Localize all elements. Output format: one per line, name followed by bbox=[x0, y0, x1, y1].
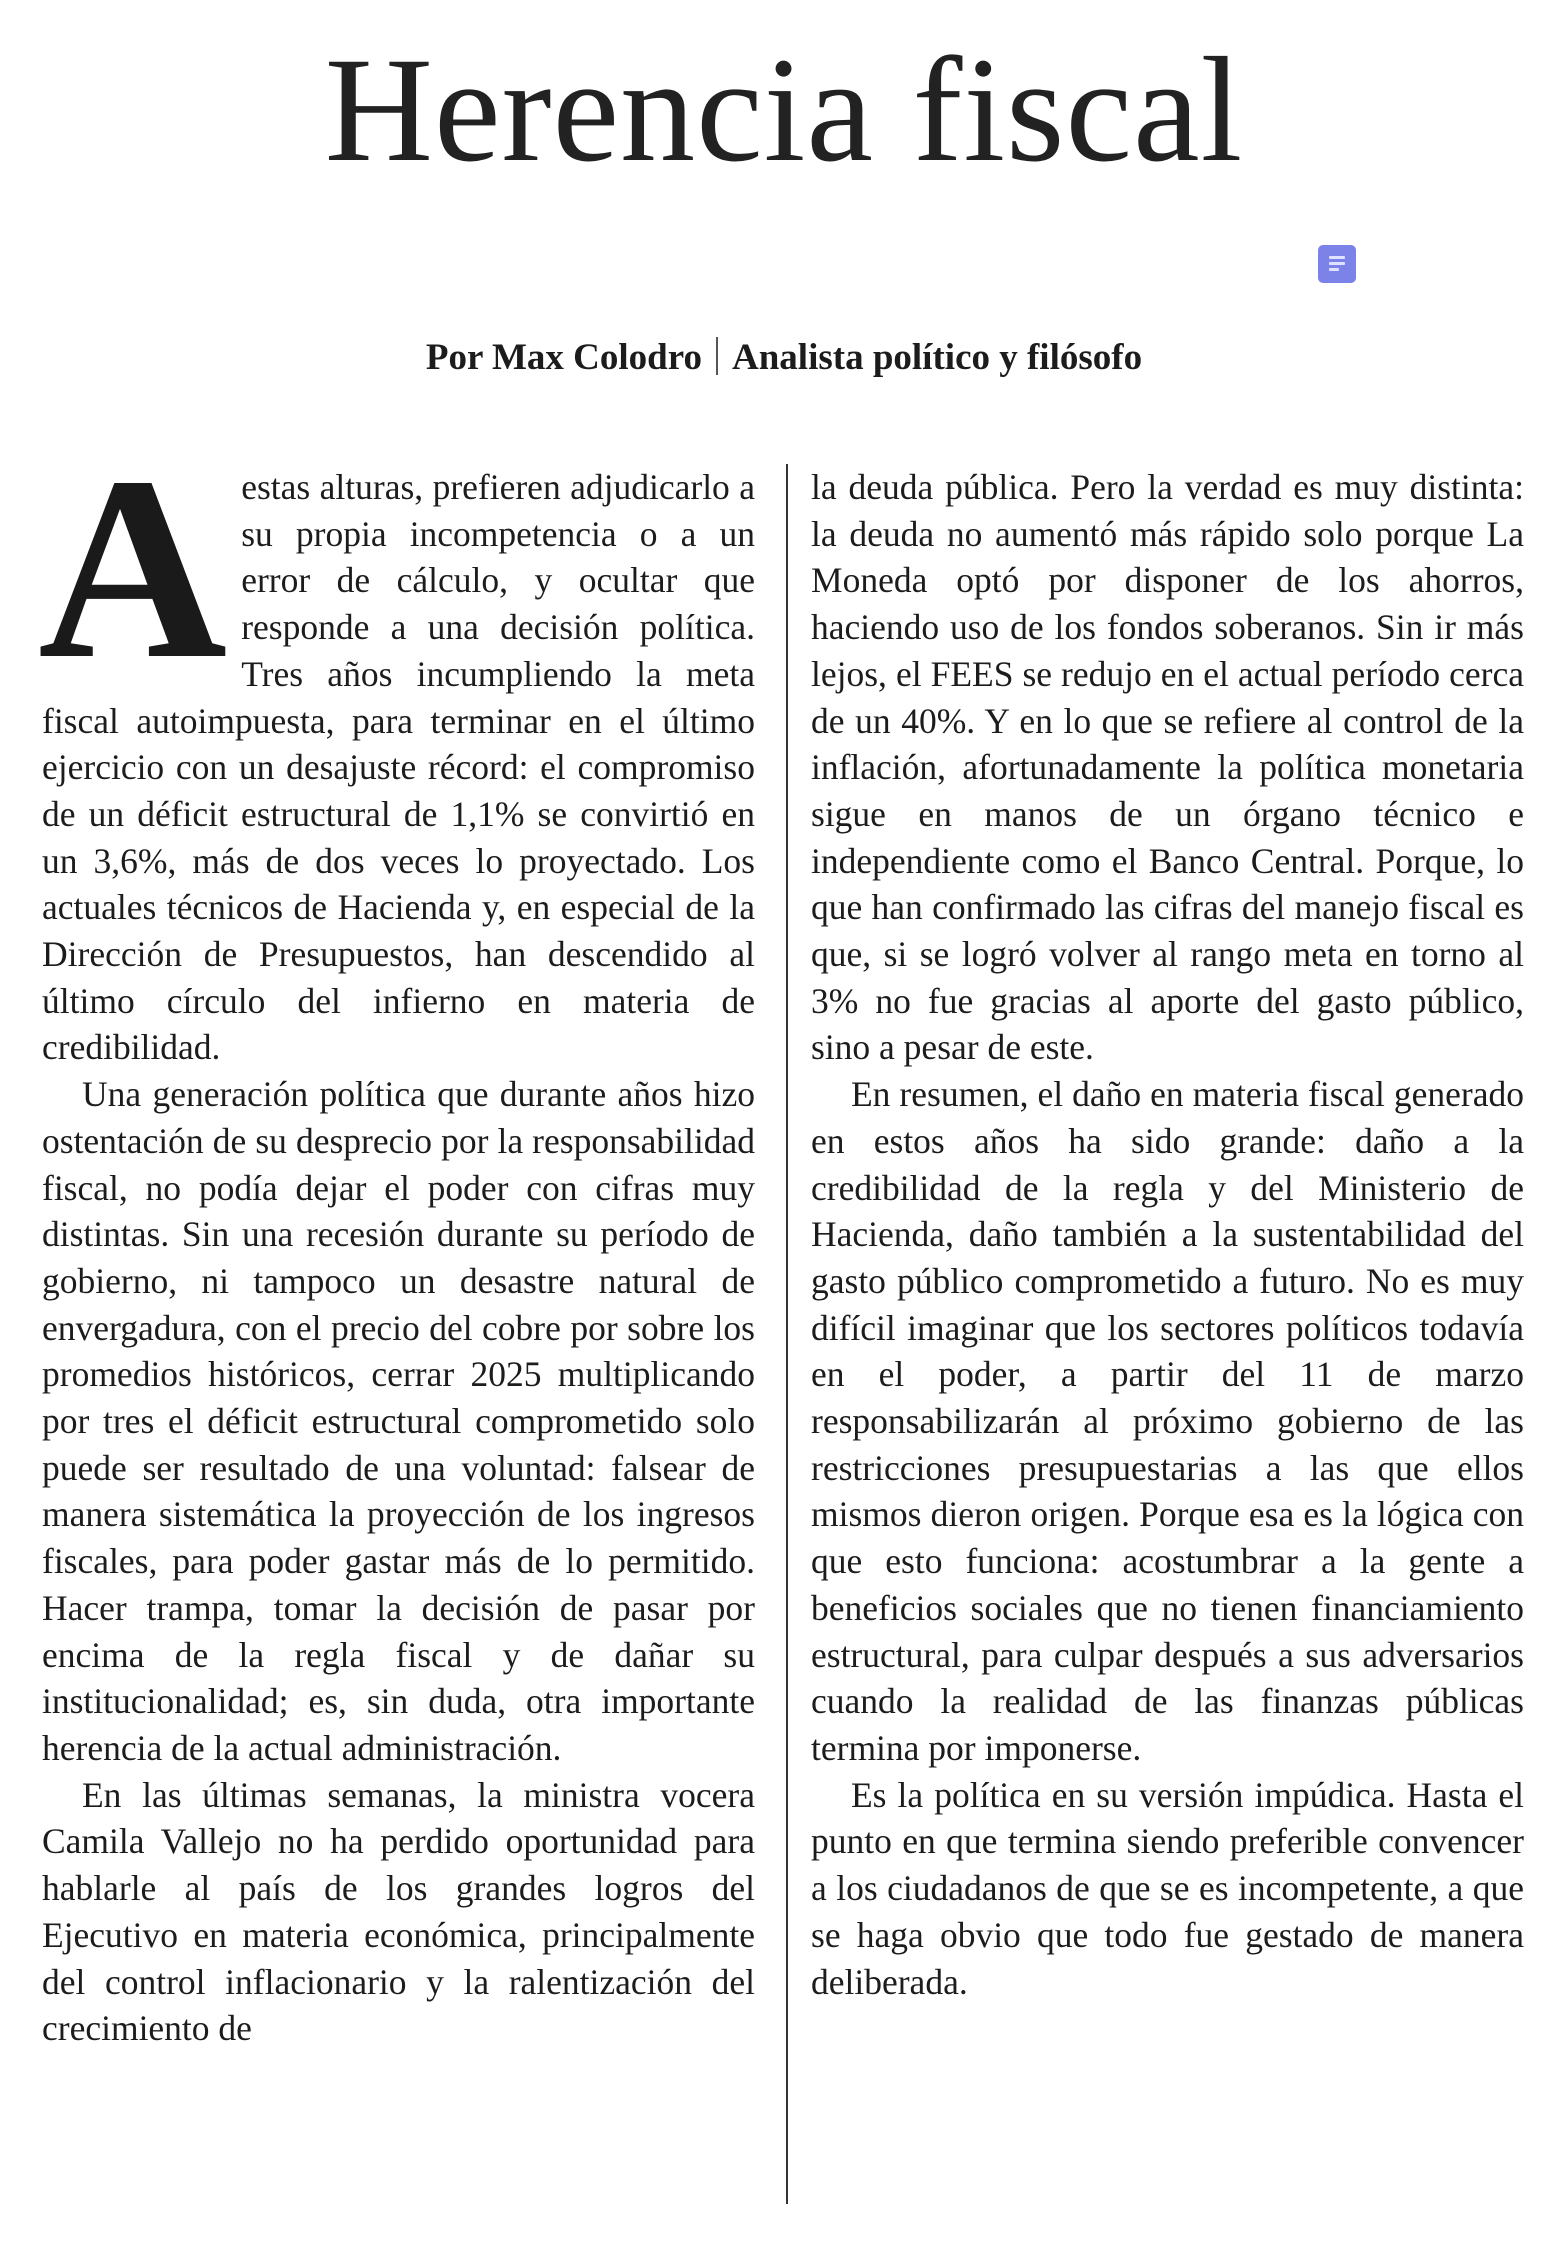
article-paragraph-text: estas alturas, prefieren adjudicarlo a su propia incompetencia o a un error de cálculo, y ocultar que responde a una decisión política. Tres años incumpliendo la meta fiscal autoimpuesta, para terminar en el último ejercicio con un desajuste récord: el compromiso de un déficit estructural de 1,1% se convirtió en un 3,6%, más de dos veces lo proyectado. Los actuales técnicos de Hacienda y, en especial de la Dirección de Presupuestos, han descendido al último círculo del infierno en materia de credibilidad. bbox=[42, 467, 755, 1068]
note-icon[interactable] bbox=[1318, 245, 1356, 283]
article-column-right bbox=[811, 464, 1524, 2005]
article-paragraph: Una generación política que durante años hizo ostentación de su desprecio por la responsabilidad fiscal, no podía dejar el poder con cifras muy distintas. Sin una recesión durante su período de gobierno, ni tampoco un desastre natural de envergadura, con el precio del cobre por sobre los promedios históricos, cerrar 2025 multiplicando por tres el déficit estructural comprometido solo puede ser resultado de una voluntad: falsear de manera sistemática la proyección de los ingresos fiscales, para poder gastar más de lo permitido. Hacer trampa, tomar la decisión de pasar por encima de la regla fiscal y de dañar su institucionalidad; es, sin duda, otra importante herencia de la actual administración. bbox=[42, 1074, 755, 1768]
note-icon-line bbox=[1329, 268, 1339, 271]
byline-role: Analista político y filósofo bbox=[732, 337, 1143, 378]
byline bbox=[0, 330, 1568, 386]
byline-author: Por Max Colodro bbox=[425, 337, 702, 378]
article-paragraph: En resumen, el daño en materia fiscal generado en estos años ha sido grande: daño a la credibilidad de la regla y del Ministerio de Hacienda, daño también a la sustentabilidad del gasto público comprometido a futuro. No es muy difícil imaginar que los sectores políticos todavía en el poder, a partir del 11 de marzo responsabilizarán al próximo gobierno de las restricciones presupuestarias a las que ellos mismos dieron origen. Porque esa es la lógica con que esto funciona: acostumbrar a la gente a beneficios sociales que no tienen financiamiento estructural, para culpar después a sus adversarios cuando la realidad de las finanzas públicas termina por imponerse. bbox=[811, 1074, 1524, 1768]
article-paragraph: Es la política en su versión impúdica. Hasta el punto en que termina siendo preferible convencer a los ciudadanos de que se es incompetente, a que se haga obvio que todo fue gestado de manera deliberada. bbox=[811, 1774, 1524, 2002]
note-icon-line bbox=[1329, 256, 1345, 259]
column-divider bbox=[786, 464, 788, 2204]
byline-separator bbox=[716, 337, 718, 375]
note-icon-line bbox=[1329, 262, 1345, 265]
article-paragraph: la deuda pública. Pero la verdad es muy distinta: la deuda no aumentó más rápido solo porque La Moneda optó por disponer de los ahorros, haciendo uso de los fondos soberanos. Sin ir más lejos, el FEES se redujo en el actual período cerca de un 40%. Y en lo que se refiere al control de la inflación, afortunadamente la política monetaria sigue en manos de un órgano técnico e independiente como el Banco Central. Porque, lo que han confirmado las cifras del manejo fiscal es que, si se logró volver al rango meta en torno al 3% no fue gracias al aporte del gasto público, sino a pesar de este. bbox=[811, 467, 1524, 1068]
article-title: Herencia fiscal bbox=[324, 27, 1244, 193]
article-column-left bbox=[38, 423, 755, 2052]
article-paragraph: En las últimas semanas, la ministra vocera Camila Vallejo no ha perdido oportunidad para hablarle al país de los grandes logros del Ejecutivo en materia económica, principalmente del control inflacionario y la ralentización del crecimiento de bbox=[42, 1774, 755, 2049]
drop-cap: A bbox=[38, 423, 228, 713]
article-paragraph bbox=[38, 423, 755, 1071]
